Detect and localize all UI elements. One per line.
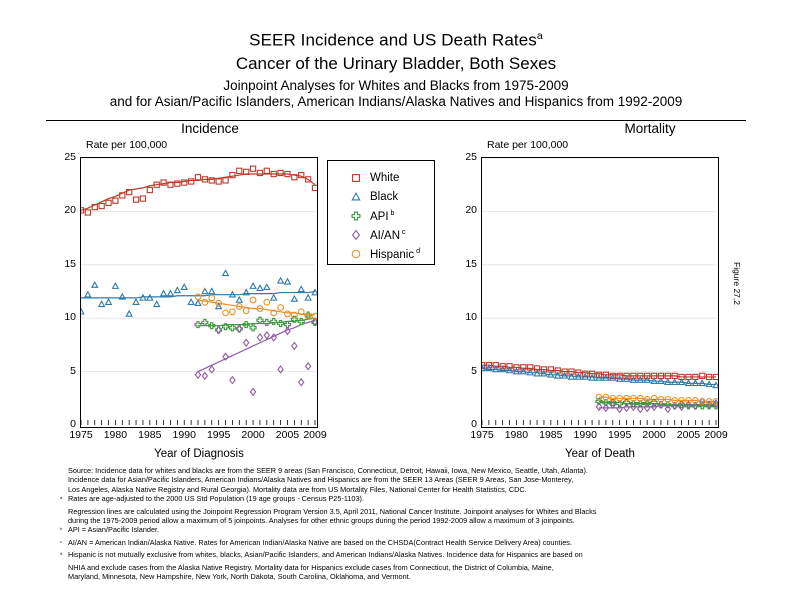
incidence-plot-area xyxy=(80,157,318,428)
footnote-text: Los Angeles, Alaska Native Registry and Rural Georgia). Mortality data are from US Mortality Files, National Center for Health Statistics, CDC. xyxy=(68,484,527,494)
footnote-marker xyxy=(60,475,68,484)
legend-item-ai-an[interactable] xyxy=(328,225,434,244)
x-tick-label: 1990 xyxy=(172,429,196,441)
x-tick-label: 1980 xyxy=(504,429,529,441)
footnote-text: Regression lines are calculated using the Joinpoint Regression Program Version 3.5, April 2011, National Cancer Institute. Joinpoint analyses for Whites and Blacks xyxy=(68,506,597,516)
title-line-1: SEER Incidence and US Death Rates$^a$ xyxy=(249,30,543,50)
footnote-row xyxy=(60,475,750,484)
legend-item-black[interactable] xyxy=(328,187,434,206)
legend-item-white[interactable] xyxy=(328,168,434,187)
y-tick-label: 15 xyxy=(465,257,477,270)
footnote-marker xyxy=(60,466,68,475)
incidence-y-axis-unit: Rate per 100,000 xyxy=(86,139,168,151)
x-tick-label: 2009 xyxy=(303,429,327,441)
y-tick-label: 5 xyxy=(471,364,477,377)
x-tick-label: 2005 xyxy=(275,429,300,441)
footnote-row xyxy=(60,466,750,475)
footnote-text: AI/AN = American Indian/Alaska Native. Rates for American Indian/Alaska Native are based on the CHSDA(Contract Health Service Delivery Area) counties. xyxy=(68,537,572,547)
mortality-plot-area xyxy=(481,157,719,428)
x-tick-label: 1975 xyxy=(69,429,93,441)
footnotes-block xyxy=(60,466,750,581)
footnote-marker: b xyxy=(60,527,63,532)
y-tick-label: 10 xyxy=(465,311,477,324)
y-tick-label: 0 xyxy=(70,418,76,430)
footnote-text: NHIA and exclude cases from the Alaska Native Registry. Mortality data for Hispanics exclude cases from Connecticut, the District of Columbia, Maine, xyxy=(68,562,554,572)
y-tick-label: 15 xyxy=(64,257,76,270)
legend-footnote-marker: d xyxy=(414,246,421,255)
title-line-2: Cancer of the Urinary Bladder, Both Sexes xyxy=(235,53,557,73)
x-tick-label: 1980 xyxy=(103,429,128,441)
footnote-marker: d xyxy=(60,552,63,557)
chart-title-block xyxy=(0,0,792,109)
title-line-4: and for Asian/Pacific Islanders, American Indians/Alaska Natives and Hispanics from 1992-2009 xyxy=(109,93,683,109)
circle-marker-icon xyxy=(348,246,364,262)
footnote-text: API = Asian/Pacific Islander. xyxy=(68,525,160,535)
footnote-marker xyxy=(60,572,68,581)
triangle-marker-icon xyxy=(348,189,364,205)
footnote-row xyxy=(60,538,750,550)
incidence-panel-title: Incidence xyxy=(181,121,239,136)
footnote-marker: c xyxy=(60,539,62,544)
x-tick-label: 1995 xyxy=(206,429,231,441)
cross-marker-icon xyxy=(348,208,364,224)
y-tick-label: 25 xyxy=(465,151,477,163)
x-tick-label: 1985 xyxy=(539,429,563,441)
chart-legend xyxy=(327,160,435,265)
y-tick-label: 20 xyxy=(64,204,76,217)
footnote-text: Rates are age-adjusted to the 2000 US Std Population (19 age groups - Census P25-1103). xyxy=(68,494,364,504)
incidence-x-axis-label: Year of Diagnosis xyxy=(154,448,244,460)
footnote-row xyxy=(60,507,750,516)
y-tick-label: 20 xyxy=(465,204,477,217)
title-line-3: Joinpoint Analyses for Whites and Blacks from 1975-2009 xyxy=(223,77,569,93)
footnote-row xyxy=(60,516,750,525)
footnote-text: Maryland, Minnesota, New Hampshire, New York, North Dakota, South Carolina, Oklahoma, and Vermont. xyxy=(68,572,411,582)
footnote-row xyxy=(60,485,750,494)
x-tick-label: 2009 xyxy=(704,429,728,441)
x-tick-label: 1975 xyxy=(470,429,494,441)
legend-item-label: White xyxy=(370,171,400,184)
footnote-row xyxy=(60,494,750,506)
mortality-panel-title: Mortality xyxy=(624,121,676,136)
mortality-x-axis-label: Year of Death xyxy=(565,448,635,460)
footnote-marker xyxy=(60,563,68,572)
footnote-text: Source: Incidence data for whites and blacks are from the SEER 9 areas (San Francisco, Connecticut, Detroit, Hawaii, Iowa, New Mexico, Seattle, Utah, Atlanta). xyxy=(68,466,588,475)
legend-footnote-marker: c xyxy=(400,227,406,236)
y-tick-label: 10 xyxy=(64,311,76,324)
legend-footnote-marker: b xyxy=(388,208,395,217)
legend-item-label: AI/AN $^c$ xyxy=(370,227,406,242)
y-tick-label: 0 xyxy=(471,418,477,430)
legend-item-label: Hispanic $^d$ xyxy=(370,246,421,261)
footnote-text: during the 1975-2009 period allow a maximum of 5 joinpoints. Analyses for other ethnic groups during the period 1992-2009 allow a maximum of 3 joinpoints. xyxy=(68,516,575,526)
footnote-marker: a xyxy=(60,496,63,501)
diamond-marker-icon xyxy=(348,227,364,243)
legend-item-hispanic[interactable] xyxy=(328,244,434,263)
x-tick-label: 2000 xyxy=(642,429,666,441)
y-tick-label: 5 xyxy=(70,364,76,377)
footnote-row xyxy=(60,550,750,562)
y-tick-label: 25 xyxy=(64,151,76,163)
footnote-row xyxy=(60,525,750,537)
footnote-marker xyxy=(60,516,68,525)
legend-item-label: Black xyxy=(370,190,399,203)
footnote-text: Hispanic is not mutually exclusive from whites, blacks, Asian/Pacific Islanders, and American Indians/Alaska Natives. Incidence data for Hispanics are based on xyxy=(68,550,583,560)
x-tick-label: 1995 xyxy=(607,429,632,441)
footnote-marker xyxy=(60,507,68,516)
mortality-y-axis-unit: Rate per 100,000 xyxy=(487,139,569,151)
title-footnote-marker-a: a xyxy=(536,30,543,42)
footnote-text: Incidence data for Asian/Pacific Islanders, American Indians/Alaska Natives and Hispanics are from the SEER 13 Areas (SEER 9 Areas, San Jose-Monterey, xyxy=(68,475,574,485)
x-tick-label: 2005 xyxy=(676,429,701,441)
x-tick-label: 1985 xyxy=(138,429,162,441)
square-marker-icon xyxy=(348,170,364,186)
figure-number-label: Figure 27.2 xyxy=(732,262,742,305)
footnote-row xyxy=(60,572,750,581)
x-tick-label: 1990 xyxy=(573,429,597,441)
legend-item-api[interactable] xyxy=(328,206,434,225)
footnote-row xyxy=(60,563,750,572)
x-tick-label: 2000 xyxy=(241,429,265,441)
legend-item-label: API $^b$ xyxy=(370,208,395,223)
footnote-marker xyxy=(60,485,68,494)
